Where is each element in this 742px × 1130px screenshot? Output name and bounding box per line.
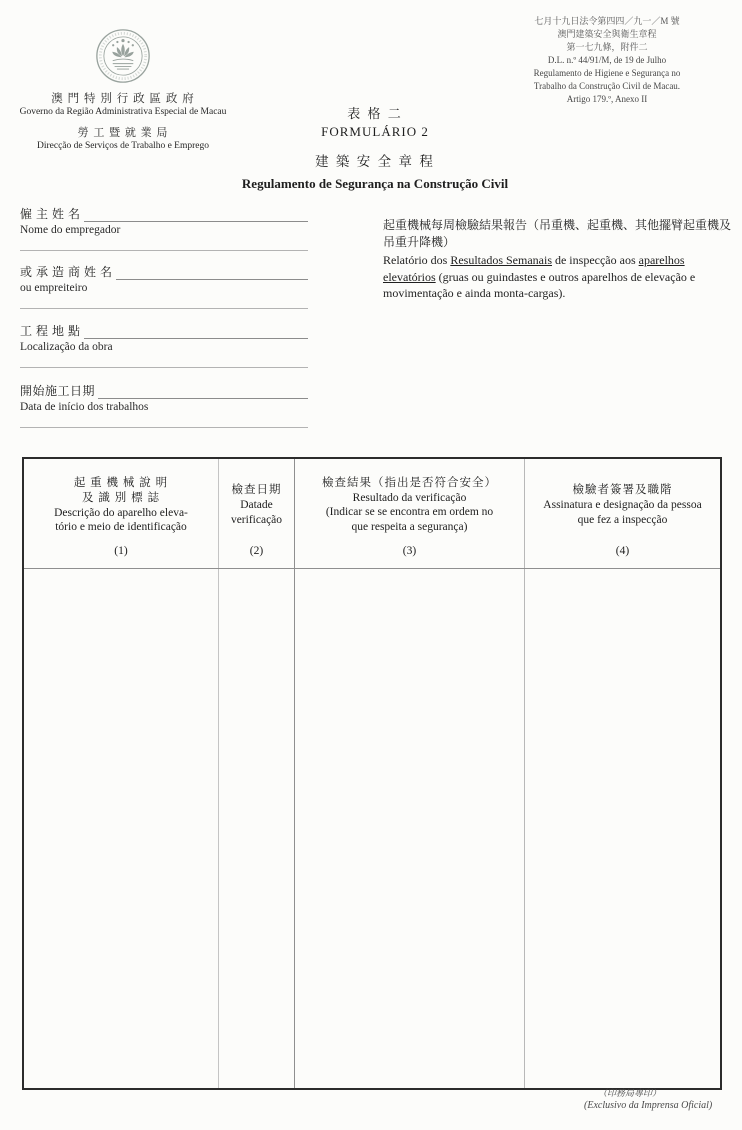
header-pt: verificação (230, 513, 283, 526)
printing-bureau-note (584, 1088, 712, 1112)
column-header-signature (525, 459, 720, 568)
write-in-line (20, 250, 308, 251)
note-text: (gruas ou guindastes e outros aparelhos de elevação e movimentação e ainda monta-cargas). (383, 269, 696, 300)
note-text-underlined: Resultados Semanais (450, 253, 552, 267)
header-zh: 及 識 別 標 誌 (82, 491, 160, 504)
government-name-zh: 澳 門 特 別 行 政 區 政 府 (51, 93, 195, 105)
note-text-underlined: aparelhos elevatórios (383, 253, 685, 284)
form-number-pt: FORMULÁRIO 2 (321, 124, 429, 139)
report-description (383, 217, 736, 302)
write-in-line (84, 325, 308, 339)
column-number: (2) (249, 545, 264, 557)
government-name-pt: Governo da Região Administrativa Especial de Macau (19, 107, 227, 117)
header-pt: (Indicar se se encontra em ordem no (325, 506, 494, 519)
empty-cell-result (295, 569, 525, 1088)
printing-note-zh: （印務局專印） (598, 1088, 662, 1098)
note-text: de inspecção aos (551, 253, 639, 267)
header-pt: tório e meio de identificação (55, 521, 187, 533)
legal-ref-line: 七月十九日法令第四四／九一／M 號 (534, 16, 680, 26)
report-description-pt (383, 252, 736, 302)
agency-header (8, 26, 238, 151)
legal-ref-line: 澳門建築安全與衛生章程 (557, 29, 657, 39)
field-label-zh: 或 承 造 商 姓 名 (20, 265, 113, 279)
table-header-row (24, 459, 720, 569)
legal-ref-line: Trabalho da Construção Civil de Macau. (533, 81, 681, 91)
header-zh: 檢查結果（指出是否符合安全） (322, 476, 497, 489)
macau-government-emblem-icon (8, 26, 238, 86)
header-pt: que respeita a segurança) (351, 520, 468, 533)
regulation-title-pt: Regulamento de Segurança na Construção Civil (241, 176, 509, 191)
empty-cell-description (24, 569, 219, 1088)
write-in-line (20, 308, 308, 309)
field-label-pt: Nome do empregador (20, 224, 121, 236)
department-name-pt: Direcção de Serviços de Trabalho e Emprego (36, 141, 209, 151)
field-label-zh: 開始施工日期 (20, 384, 96, 398)
write-in-line (116, 266, 308, 280)
empty-cell-date (219, 569, 295, 1088)
column-number: (1) (114, 545, 128, 557)
field-employer-name (20, 207, 308, 251)
printing-note-pt: (Exclusivo da Imprensa Oficial) (584, 1100, 713, 1111)
field-label-zh: 工 程 地 點 (20, 324, 81, 338)
write-in-line (98, 385, 308, 399)
column-number: (3) (402, 545, 417, 557)
field-label-pt: ou empreiteiro (20, 282, 88, 294)
header-zh: 檢查日期 (231, 484, 282, 496)
write-in-line (20, 367, 308, 368)
form-title (236, 103, 514, 192)
legal-reference (476, 15, 738, 106)
inspection-table (22, 457, 722, 1090)
legal-ref-line: Regulamento de Higiene e Segurança no (533, 68, 681, 78)
empty-cell-signature (525, 569, 720, 1088)
header-pt: Resultado da verificação (352, 491, 467, 504)
column-number: (4) (615, 545, 630, 557)
header-pt: Assinatura e designação da pessoa (543, 499, 702, 511)
column-header-description (24, 459, 219, 568)
write-in-line (84, 208, 308, 222)
header-pt: que fez a inspecção (577, 513, 668, 526)
header-zh: 檢驗者簽署及職階 (572, 484, 673, 496)
field-work-location (20, 324, 308, 368)
column-header-date (219, 459, 295, 568)
legal-ref-line: Artigo 179.º, Anexo II (566, 94, 648, 104)
legal-ref-line: D.L. n.º 44/91/M, de 19 de Julho (547, 55, 667, 65)
field-start-date (20, 384, 308, 428)
regulation-title-zh: 建 築 安 全 章 程 (315, 154, 435, 169)
field-contractor-name (20, 265, 308, 309)
report-description-zh: 起重機械每周檢驗結果報告（吊重機、起重機、其他擺臂起重機及吊重升降機） (383, 218, 732, 249)
write-in-line (20, 427, 308, 428)
column-header-result (295, 459, 525, 568)
field-label-pt: Data de início dos trabalhos (20, 401, 149, 413)
form-number-zh: 表 格 二 (347, 106, 403, 121)
header-pt: Descrição do aparelho eleva- (54, 506, 188, 519)
legal-ref-line: 第一七九條，附件二 (566, 42, 648, 52)
field-label-pt: Localização da obra (20, 341, 113, 353)
header-zh: 起 重 機 械 說 明 (73, 476, 169, 489)
note-text: Relatório dos (383, 253, 451, 267)
table-body-row (24, 569, 720, 1088)
field-label-zh: 僱 主 姓 名 (20, 207, 81, 221)
header-pt: Datade (240, 499, 273, 511)
department-name-zh: 勞 工 暨 就 業 局 (77, 127, 169, 139)
